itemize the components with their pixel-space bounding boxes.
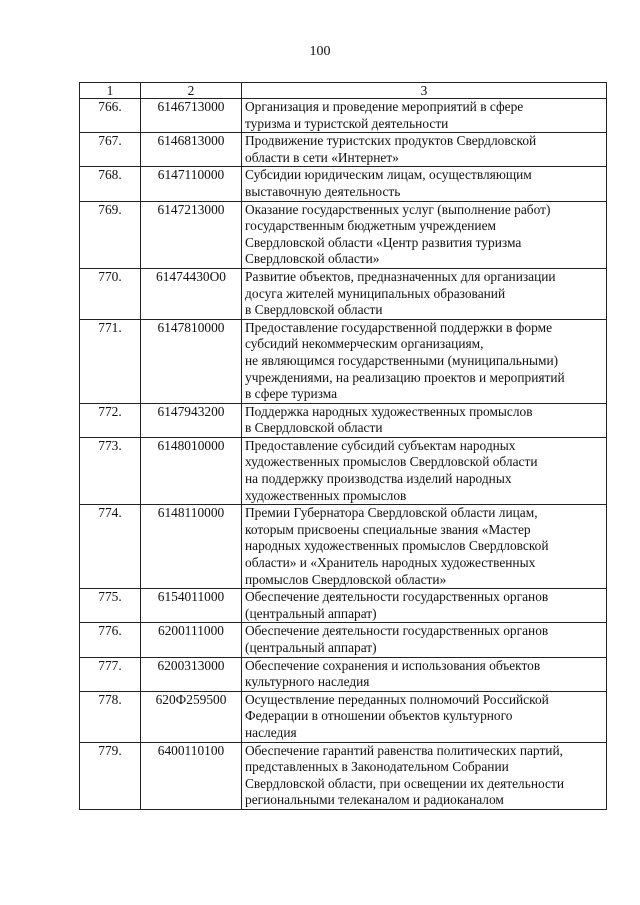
row-code: 6154011000	[141, 589, 242, 623]
table-header-row	[80, 83, 607, 99]
row-code: 6200313000	[141, 657, 242, 691]
row-number: 767.	[80, 133, 141, 167]
row-code: 6400110100	[141, 742, 242, 809]
row-number: 766.	[80, 99, 141, 133]
row-number: 777.	[80, 657, 141, 691]
row-description: Поддержка народных художественных промыслов в Свердловской области	[242, 403, 607, 437]
row-description: Организация и проведение мероприятий в сфере туризма и туристской деятельности	[242, 99, 607, 133]
table-row	[80, 99, 607, 133]
row-description: Обеспечение деятельности государственных органов (центральный аппарат)	[242, 623, 607, 657]
table-row	[80, 623, 607, 657]
row-description: Предоставление субсидий субъектам народных художественных промыслов Свердловской области на поддержку производства изделий народных художественных промыслов	[242, 437, 607, 504]
row-code: 6146813000	[141, 133, 242, 167]
table-row	[80, 403, 607, 437]
row-number: 773.	[80, 437, 141, 504]
row-code: 6200111000	[141, 623, 242, 657]
row-number: 776.	[80, 623, 141, 657]
row-code: 6147943200	[141, 403, 242, 437]
row-number: 775.	[80, 589, 141, 623]
table-row	[80, 589, 607, 623]
row-description: Субсидии юридическим лицам, осуществляющим выставочную деятельность	[242, 167, 607, 201]
budget-codes-table	[79, 82, 607, 810]
row-code: 620Ф259500	[141, 691, 242, 742]
row-number: 774.	[80, 505, 141, 589]
row-number: 771.	[80, 319, 141, 403]
page-number: 100	[309, 44, 331, 59]
table-row	[80, 167, 607, 201]
column-header-number: 1	[80, 83, 141, 99]
table-row	[80, 133, 607, 167]
row-description: Осуществление переданных полномочий Российской Федерации в отношении объектов культурного наследия	[242, 691, 607, 742]
row-description: Оказание государственных услуг (выполнение работ) государственным бюджетным учреждением Свердловской области «Центр развития туризма Свердловской области»	[242, 201, 607, 268]
row-code: 6147110000	[141, 167, 242, 201]
row-code: 6148110000	[141, 505, 242, 589]
table-row	[80, 268, 607, 319]
column-header-code: 2	[141, 83, 242, 99]
row-description: Предоставление государственной поддержки в форме субсидий некоммерческим организациям, не являющимся государственными (муниципальными) учреждениями, на реализацию проектов и мероприятий в сфере туризма	[242, 319, 607, 403]
row-number: 772.	[80, 403, 141, 437]
row-description: Премии Губернатора Свердловской области лицам, которым присвоены специальные звания «Мастер народных художественных промыслов Свердловской области» и «Хранитель народных художественных промыслов Свердловской области»	[242, 505, 607, 589]
row-number: 770.	[80, 268, 141, 319]
row-description: Продвижение туристских продуктов Свердловской области в сети «Интернет»	[242, 133, 607, 167]
row-description: Развитие объектов, предназначенных для организации досуга жителей муниципальных образований в Свердловской области	[242, 268, 607, 319]
table-row	[80, 201, 607, 268]
row-code: 6148010000	[141, 437, 242, 504]
row-code: 6147213000	[141, 201, 242, 268]
table-row	[80, 691, 607, 742]
column-header-description: 3	[242, 83, 607, 99]
row-number: 779.	[80, 742, 141, 809]
row-code: 6146713000	[141, 99, 242, 133]
row-code: 6147810000	[141, 319, 242, 403]
table-row	[80, 742, 607, 809]
row-description: Обеспечение сохранения и использования объектов культурного наследия	[242, 657, 607, 691]
table-row	[80, 657, 607, 691]
table-row	[80, 319, 607, 403]
row-description: Обеспечение деятельности государственных органов (центральный аппарат)	[242, 589, 607, 623]
row-number: 769.	[80, 201, 141, 268]
table-row	[80, 505, 607, 589]
row-description: Обеспечение гарантий равенства политических партий, представленных в Законодательном Собрании Свердловской области, при освещении их деятельности региональными телеканалом и радиоканалом	[242, 742, 607, 809]
row-number: 778.	[80, 691, 141, 742]
table-row	[80, 437, 607, 504]
row-number: 768.	[80, 167, 141, 201]
row-code: 61474430О0	[141, 268, 242, 319]
